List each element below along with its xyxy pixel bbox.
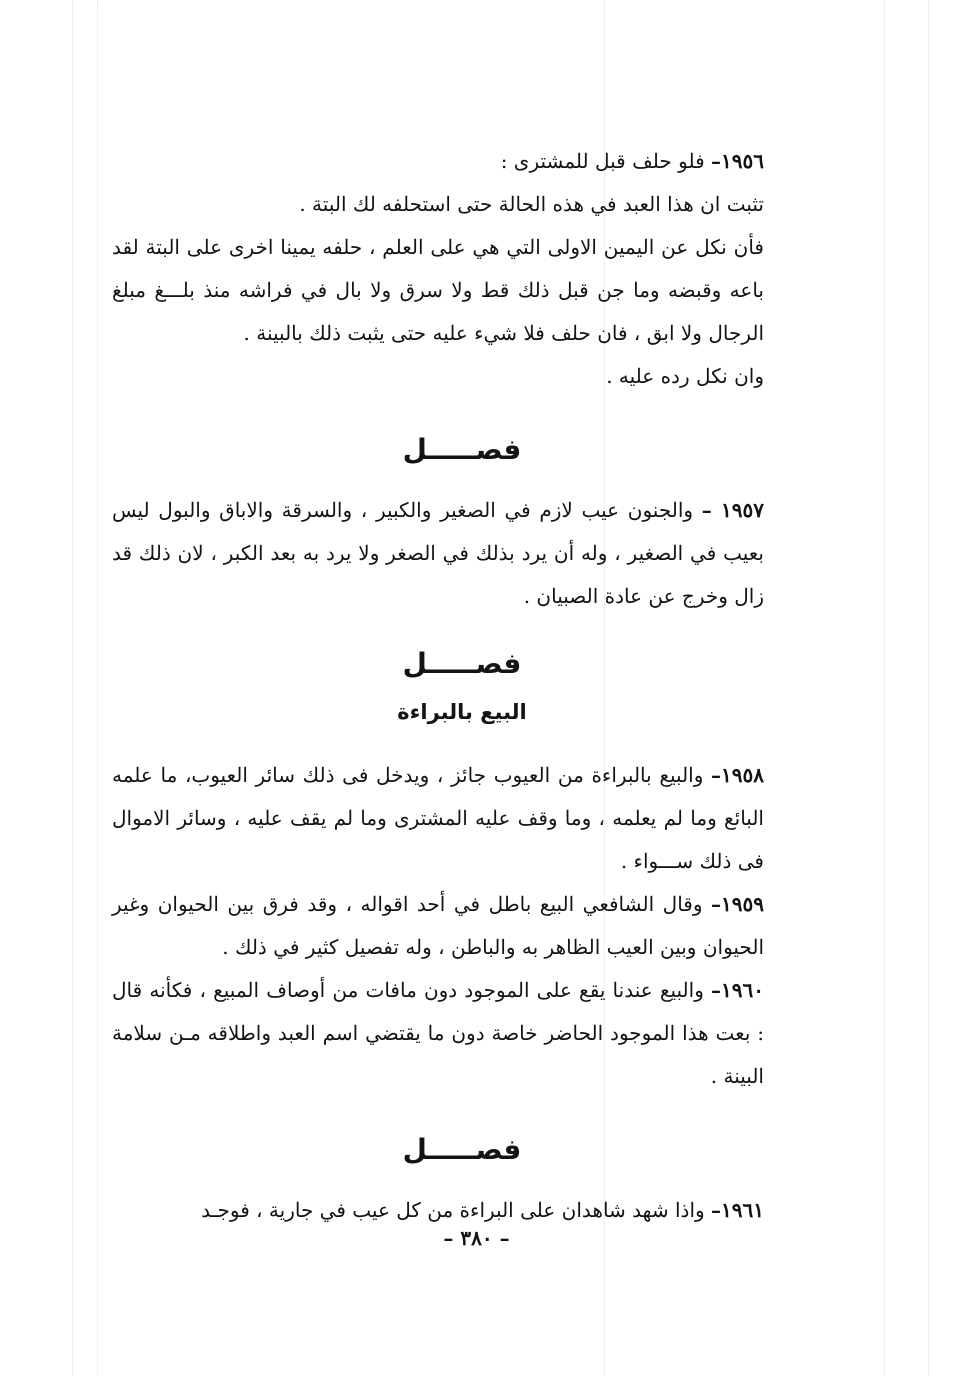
- section-subheading: البيع بالبراءة: [397, 700, 527, 724]
- scan-artifact-line: [928, 0, 929, 1376]
- paragraph-1959: [112, 883, 812, 969]
- paragraph-text: وقال الشافعي البيع باطل في أحد اقواله ، وقد فرق بين الحيوان وغير الحيوان وبين العيب الظاهر به والباطن ، وله تفصيل كثير في ذلك .: [112, 892, 764, 959]
- paragraph-line: وان نكل رده عليه .: [606, 364, 764, 388]
- paragraph-1958: [112, 754, 812, 883]
- paragraph-text: واذا شهد شاهدان على البراءة من كل عيب في جارية ، فوجـد: [201, 1198, 705, 1222]
- paragraph-number: ١٩٥٦–: [711, 149, 764, 173]
- paragraph-number: ١٩٦٠–: [711, 978, 765, 1002]
- paragraph-text: والجنون عيب لازم في الصغير والكبير ، والسرقة والاباق والبول ليس بعيب في الصغير ، وله أن يرد بذلك في الصغر ولا يرد به بعد الكبر ، لان ذلك قد زال وخرج عن عادة الصبيان .: [112, 498, 764, 608]
- paragraph-number: ١٩٥٨–: [711, 763, 765, 787]
- paragraph-1957: [112, 489, 812, 618]
- paragraph-number: ١٩٥٧ –: [701, 498, 765, 522]
- scan-artifact-line: [97, 0, 98, 1376]
- paragraph-text: والبيع بالبراءة من العيوب جائز ، ويدخل فى ذلك سائر العيوب، ما علمه البائع وما لم يعلمه ، وما وقف عليه المشترى وما لم يقف عليه ، وسائر الاموال فى ذلك ســـواء .: [112, 763, 764, 873]
- paragraph-number: ١٩٦١–: [711, 1198, 764, 1222]
- page-number: – ٣٨٠ –: [443, 1226, 510, 1250]
- paragraph-1960: [112, 969, 812, 1098]
- document-page: [112, 140, 812, 1232]
- section-heading: فصـــــل: [402, 647, 522, 680]
- paragraph-number: ١٩٥٩–: [711, 892, 764, 916]
- paragraph-text: والبيع عندنا يقع على الموجود دون مافات من أوصاف المبيع ، فكأنه قال : بعت هذا الموجود الحاضر خاصة دون ما يقتضي اسم العبد واطلاقه مـن سلامة البينة .: [112, 978, 764, 1088]
- scan-artifact-line: [72, 0, 73, 1376]
- paragraph-text: فلو حلف قبل للمشترى :: [500, 149, 705, 173]
- paragraph-1956: [112, 140, 812, 183]
- section-heading: فصـــــل: [402, 433, 522, 466]
- section-heading: فصـــــل: [402, 1133, 522, 1166]
- scan-artifact-line: [884, 0, 885, 1376]
- paragraph-text: فأن نكل عن اليمين الاولى التي هي على العلم ، حلفه يمينا اخرى على البتة لقد باعه وقبضه وما جن قبل ذلك قط ولا سرق ولا بال في فراشه منذ بلـــغ مبلغ الرجال ولا ابق ، فان حلف فلا شيء عليه حتى يثبت ذلك بالبينة .: [112, 235, 764, 345]
- paragraph-line: تثبت ان هذا العبد في هذه الحالة حتى استحلفه لك البتة .: [299, 192, 764, 216]
